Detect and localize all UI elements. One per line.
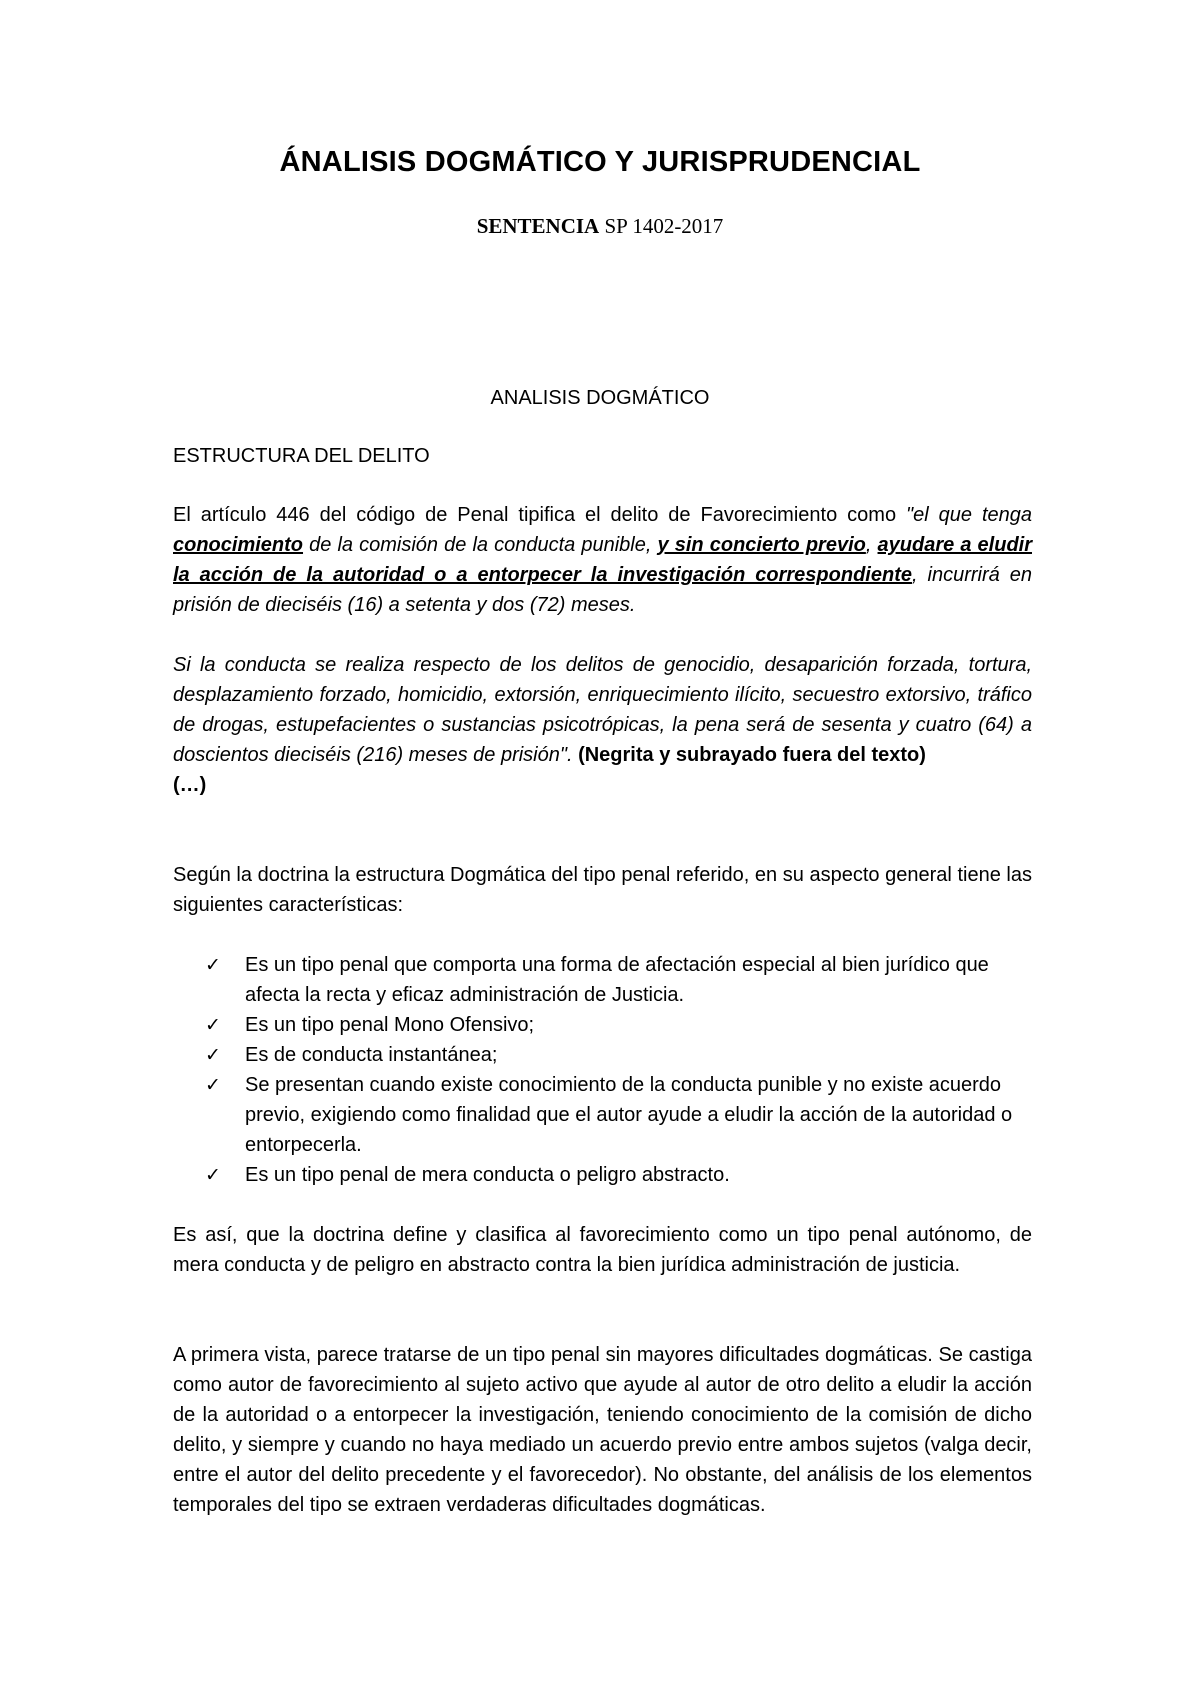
p2-quote: Si la conducta se realiza respecto de los delitos de genocidio, desaparición forzada, tortura, desplazamiento forzado, homicidio, extorsión, enriquecimiento ilícito, secuestro extorsivo, tráfico de drogas, estupefacientes o sustancias psicotrópicas, la pena será de sesenta y cuatro (64) a doscientos dieciséis (216) meses de prisión".: [173, 654, 1032, 766]
section-heading: ANALISIS DOGMÁTICO: [490, 387, 710, 409]
checkmark-icon: ✓: [205, 1044, 221, 1066]
list-item-text: Es un tipo penal que comporta una forma de afectación especial al bien jurídico que afecta la recta y eficaz administración de Justicia.: [245, 954, 989, 1006]
checkmark-icon: ✓: [205, 1164, 221, 1186]
list-item-text: Es un tipo penal Mono Ofensivo;: [245, 1014, 535, 1036]
list-item: [205, 1160, 1033, 1190]
paragraph-article-446: [173, 500, 1032, 620]
p1-quote-part-4: , incurrirá en prisión de dieciséis (16) a setenta y dos (72) meses.: [173, 564, 1033, 616]
list-item-text: Es de conducta instantánea;: [245, 1044, 498, 1066]
p1-quote-part-2: de la comisión de la conducta punible,: [303, 534, 658, 556]
checkmark-icon: ✓: [205, 954, 221, 976]
subsection-heading: ESTRUCTURA DEL DELITO: [173, 445, 430, 467]
checkmark-icon: ✓: [205, 1014, 221, 1036]
list-item: [205, 950, 1033, 1010]
p2-note: (Negrita y subrayado fuera del texto): [572, 744, 926, 766]
p1-quote-part-3: ,: [865, 534, 878, 556]
paragraph-analysis: A primera vista, parece tratarse de un tipo penal sin mayores dificultades dogmáticas. Se castiga como autor de favorecimiento al sujeto activo que ayude al autor de otro delito a eludir la acción de la autoridad o a entorpecer la investigación, teniendo conocimiento de la comisión de dicho delito, y siempre y cuando no haya mediado un acuerdo previo entre ambos sujetos (valga decir, entre el autor del delito precedente y el favorecedor). No obstante, del análisis de los elementos temporales del tipo se extraen verdaderas dificultades dogmáticas.: [173, 1344, 1032, 1516]
subtitle-rest: SP 1402-2017: [599, 214, 724, 238]
p1-intro: El artículo 446 del código de Penal tipifica el delito de Favorecimiento como: [173, 504, 907, 526]
list-item: [205, 1010, 1033, 1040]
document-subtitle: [0, 214, 1200, 239]
p1-underlined-2: y sin concierto previo: [657, 534, 866, 556]
list-item: [205, 1040, 1033, 1070]
paragraph-aggravated: [173, 650, 1032, 800]
p1-underlined-3: ayudare a eludir la acción de la autoridad o a entorpecer la investigación correspondiente: [173, 534, 1032, 586]
characteristics-list: [205, 950, 1033, 1190]
list-item-text: Es un tipo penal de mera conducta o peligro abstracto.: [245, 1164, 730, 1186]
list-item: [205, 1070, 1033, 1160]
p1-underlined-1: conocimiento: [173, 534, 304, 556]
list-item-text: Se presentan cuando existe conocimiento de la conducta punible y no existe acuerdo previo, exigiendo como finalidad que el autor ayude a eludir la acción de la autoridad o entorpecerla.: [245, 1074, 1013, 1156]
p2-ellipsis: (…): [173, 774, 207, 796]
p1-quote-part-1: "el que tenga: [906, 504, 1032, 526]
paragraph-doctrine: Según la doctrina la estructura Dogmática del tipo penal referido, en su aspecto general tiene las siguientes características:: [173, 864, 1032, 916]
subtitle-bold: SENTENCIA: [476, 214, 600, 238]
document-title: ÁNALISIS DOGMÁTICO Y JURISPRUDENCIAL: [279, 146, 921, 178]
checkmark-icon: ✓: [205, 1074, 221, 1096]
paragraph-classification: Es así, que la doctrina define y clasifica al favorecimiento como un tipo penal autónomo, de mera conducta y de peligro en abstracto contra la bien jurídica administración de justicia.: [173, 1224, 1032, 1276]
